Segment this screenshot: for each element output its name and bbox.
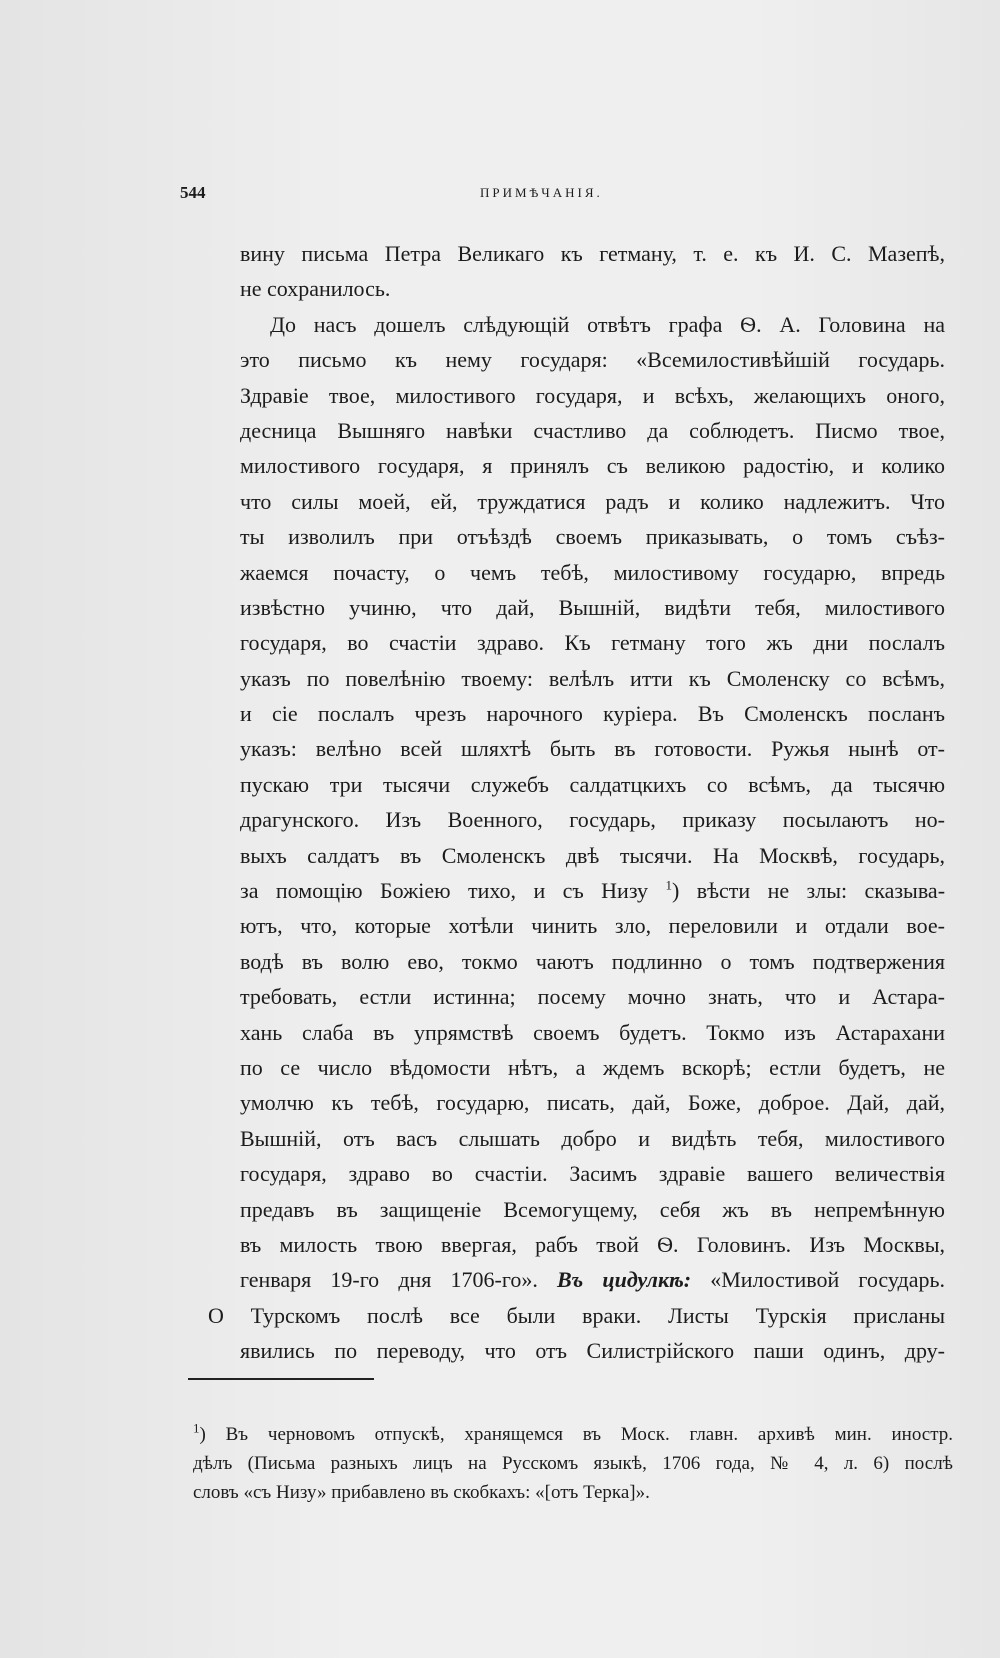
- text-line: пускаю три тысячи служебъ салдатцкихъ со всѣмъ, да тысячю: [240, 771, 945, 797]
- text-line: До насъ дошелъ слѣдующій отвѣтъ графа Ѳ. А. Головина на: [270, 311, 945, 337]
- footnote: [193, 1420, 953, 1507]
- main-text: [208, 236, 946, 1369]
- text-line: указъ по повелѣнію твоему: велѣлъ итти къ Смоленску со всѣмъ,: [240, 665, 945, 691]
- page-header: [180, 183, 970, 207]
- running-head: ПРИМѢЧАНІЯ.: [480, 185, 603, 200]
- text-line: ты изволилъ при отъѣздѣ своемъ приказывать, о томъ съѣз-: [240, 524, 945, 550]
- footnote-divider: [188, 1378, 374, 1380]
- text-line: извѣстно учиню, что дай, Вышній, видѣти тебя, милостивого: [240, 594, 945, 620]
- footnote-line: словъ «съ Низу» прибавлено въ скобкахъ: «[отъ Терка]».: [193, 1482, 650, 1503]
- text-line: что силы моей, ей, труждатися радъ и колико надлежитъ. Что: [240, 488, 945, 514]
- text-line: въ милость твою ввергая, рабъ твой Ѳ. Головинъ. Изъ Москвы,: [240, 1231, 945, 1257]
- footnote-line: дѣлъ (Письма разныхъ лицъ на Русскомъ языкѣ, 1706 года, № 4, л. 6) послѣ: [193, 1453, 953, 1474]
- text-line: выхъ салдатъ въ Смоленскъ двѣ тысячи. На Москвѣ, государь,: [240, 842, 945, 868]
- text-line: указъ: велѣно всей шляхтѣ быть въ готовости. Ружья нынѣ от-: [240, 736, 945, 762]
- text-line: Вышній, отъ васъ слышать добро и видѣть тебя, милостивого: [240, 1125, 945, 1151]
- text-line: и сіе послалъ чрезъ нарочного куріера. Въ Смоленскъ посланъ: [240, 701, 945, 727]
- text-line: государя, здраво во счастіи. Засимъ здравіе вашего величествія: [240, 1161, 945, 1187]
- text-line: требовать, естли истинна; посему мочно знать, что и Астара-: [240, 984, 945, 1010]
- text-line: умолчю къ тебѣ, государю, писать, дай, Боже, доброе. Дай, дай,: [240, 1090, 945, 1116]
- text-segment: Въ черновомъ отпускѣ, хранящемся въ Моск. главн. архивѣ мин. иностр.: [225, 1424, 954, 1445]
- italic-heading: Въ цидулкѣ:: [556, 1267, 692, 1293]
- text-line: хань слаба въ упрямствѣ своемъ будетъ. Токмо изъ Астарахани: [240, 1019, 945, 1045]
- footnote-marker: 1: [193, 1420, 200, 1436]
- text-line: О Турскомъ послѣ все были враки. Листы Турскія присланы: [208, 1302, 945, 1328]
- text-line: десница Вышняго навѣки счастливо да соблюдетъ. Писмо твое,: [240, 417, 945, 443]
- text-line-with-italic: [240, 1262, 945, 1297]
- text-line: водѣ въ волю ево, токмо чаютъ подлинно о томъ подтвержения: [240, 948, 945, 974]
- text-line: ютъ, что, которые хотѣли чинить зло, переловили и отдали вое-: [240, 913, 945, 939]
- text-line: жаемся почасту, о чемъ тебѣ, милостивому государю, впредь: [240, 559, 945, 585]
- footnote-line: $^1$) Въ черновомъ отпускѣ, хранящемся въ Моск. главн. архивѣ мин. иностр.: [193, 1420, 954, 1445]
- text-line: это письмо къ нему государя: «Всемилостивѣйшій государь.: [240, 347, 945, 373]
- text-segment: генваря 19-го дня 1706-го».: [240, 1267, 538, 1293]
- text-line: Здравіе твое, милостивого государя, и всѣхъ, желающихъ оного,: [240, 382, 945, 408]
- text-segment: вѣсти не злы: сказыва-: [696, 878, 946, 904]
- text-line: вину письма Петра Великаго къ гетману, т. е. къ И. С. Мазепѣ,: [240, 241, 945, 266]
- text-segment: за помощію Божіею тихо, и съ Низу: [240, 878, 649, 904]
- page-number: 544: [180, 183, 206, 202]
- text-line: милостивого государя, я принялъ съ великою радостію, и колико: [240, 453, 945, 479]
- text-segment: «Милостивой государь.: [710, 1267, 945, 1293]
- footnote-reference[interactable]: 1: [665, 877, 672, 893]
- text-line-with-footnote-ref: за помощію Божіею тихо, и съ Низу $^1$) вѣсти не злы: сказыва-: [240, 877, 946, 904]
- text-line: драгунского. Изъ Военного, государь, приказу посылаютъ но-: [240, 807, 945, 833]
- text-line: не сохранилось.: [240, 276, 391, 302]
- text-line: по се число вѣдомости нѣтъ, а ждемъ вскорѣ; естли будетъ, не: [240, 1054, 945, 1080]
- text-line: предавъ въ защищеніе Всемогущему, себя жъ въ непремѣнную: [240, 1196, 945, 1222]
- text-line: явились по переводу, что отъ Силистрійского паши одинъ, дру-: [240, 1338, 945, 1364]
- text-line: государя, во счастіи здраво. Къ гетману того жъ дни послалъ: [240, 630, 945, 656]
